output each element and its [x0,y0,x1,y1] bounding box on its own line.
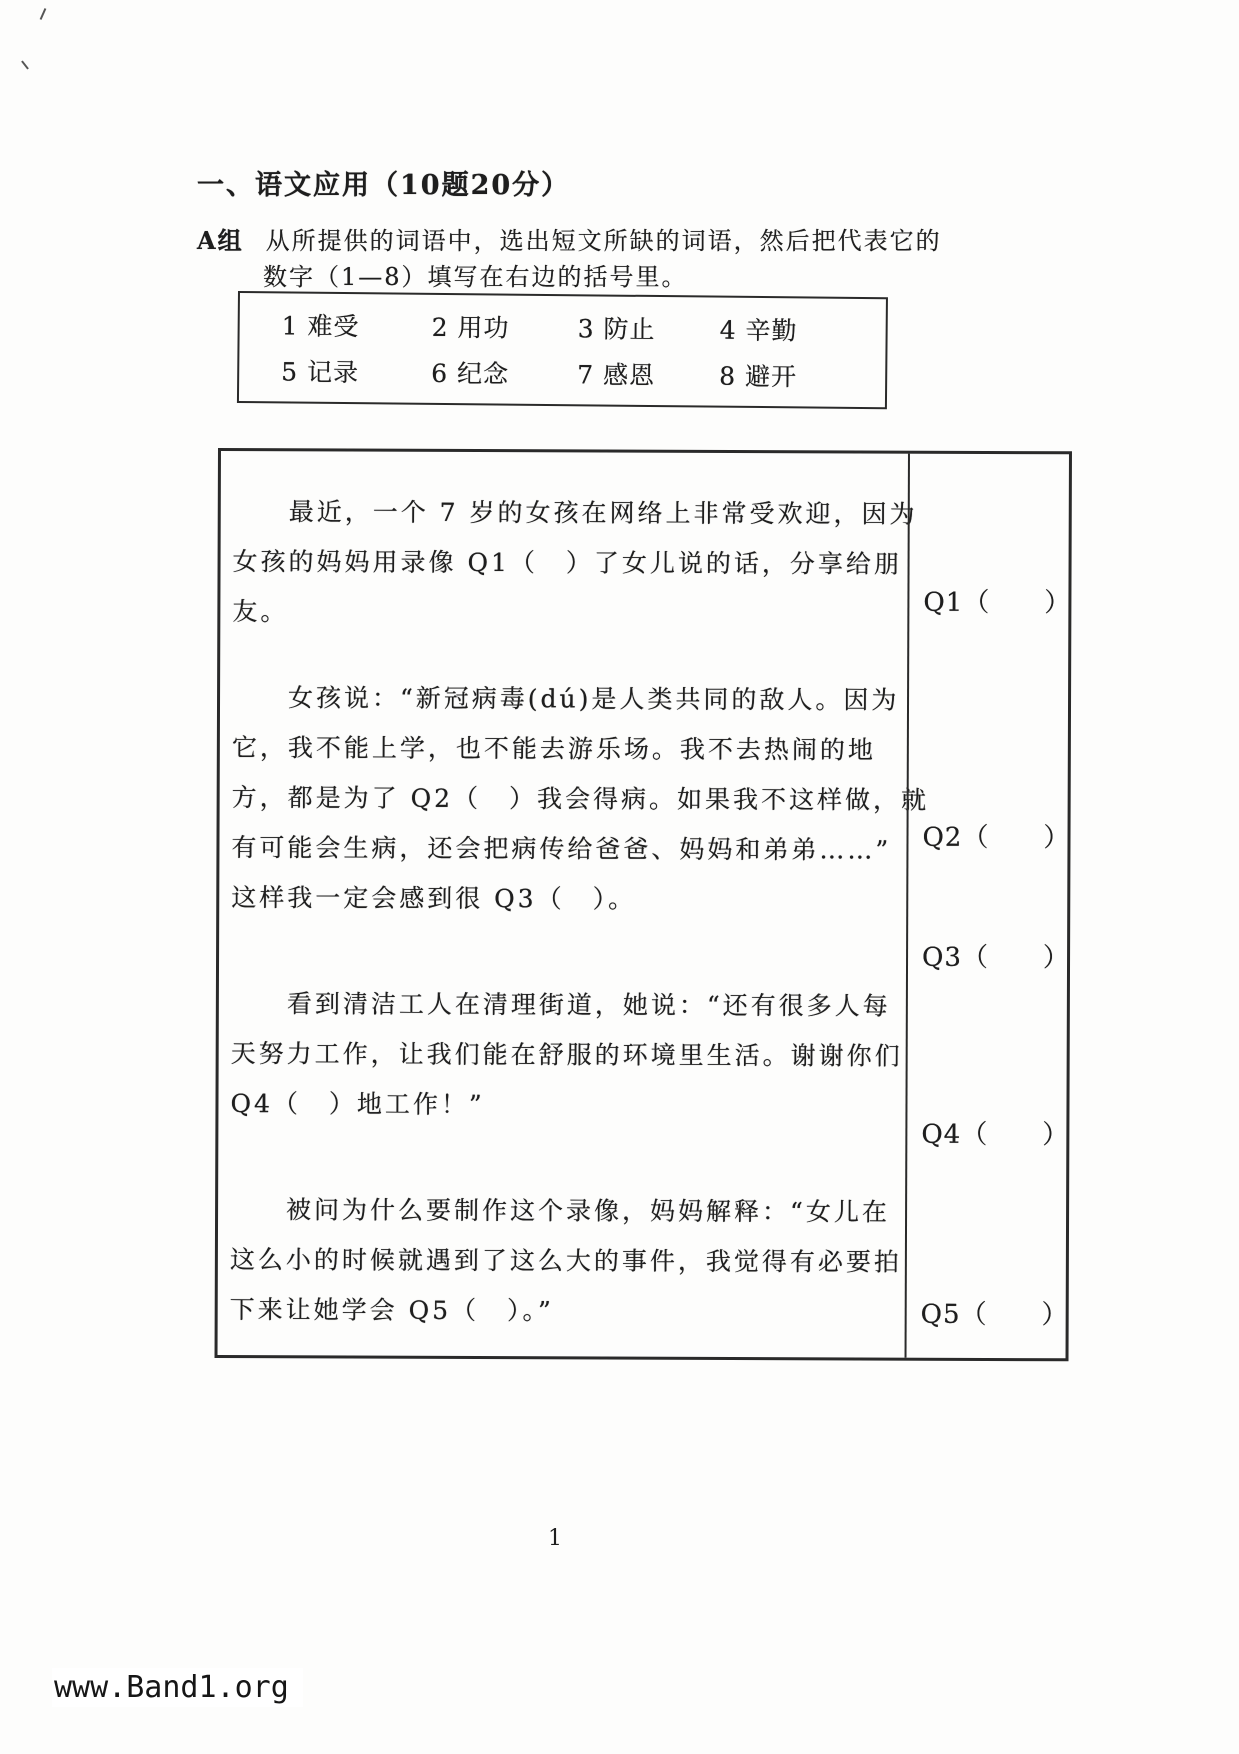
passage-line: 友。 [232,597,289,627]
answer-bracket: （ ） [962,822,1071,854]
word-bank-item: 1 难受 [281,311,360,342]
word-bank-row [281,303,885,355]
scan-artifact [21,60,29,69]
passage-paragraph [232,487,918,640]
watermark-url: www.Band1.org [52,1668,303,1707]
passage-line: 方，都是为了 Q2（ ）我会得病。如果我不这样做，就 [231,783,930,815]
answer-label: Q2 [922,822,963,853]
answer-label: Q1 [923,587,964,618]
word-bank-item: 6 纪念 [431,358,510,389]
answer-label: Q4 [921,1119,962,1150]
passage-line: 这样我一定会感到很 Q3（ ）。 [231,883,637,914]
passage-paragraph [229,1185,902,1338]
answer-bracket: （ ） [961,942,1070,974]
answer-bracket: （ ） [963,587,1072,619]
passage-line: 天努力工作，让我们能在舒服的环境里生活。谢谢你们 [230,1039,903,1071]
answer-bracket: （ ） [961,1119,1070,1151]
answer-item-q2 [922,817,1070,855]
word-bank-item: 4 辛勤 [719,315,798,346]
word-bank-item: 8 避开 [719,361,798,392]
passage-line: 女孩的妈妈用录像 Q1（ ）了女儿说的话，分享给朋 [232,547,902,579]
word-bank-item: 5 记录 [281,357,360,388]
passage-paragraph [231,673,930,926]
answer-item-q3 [922,937,1070,975]
word-bank-row [281,349,885,401]
answer-item-q4 [921,1114,1069,1152]
word-bank-item: 2 用功 [431,312,510,343]
passage-line: 这么小的时候就遇到了这么大的事件，我觉得有必要拍 [229,1245,902,1277]
section-title: 一、语文应用（10题20分） [197,170,571,201]
answer-column [905,454,1072,1359]
passage-text [218,451,930,1358]
passage-line: 看到清洁工人在清理街道，她说：“还有很多人每 [286,989,891,1021]
passage-line: 被问为什么要制作这个录像，妈妈解释：“女儿在 [286,1195,890,1227]
word-bank-box [237,291,888,409]
page-number: 1 [548,1526,562,1551]
answer-item-q5 [921,1294,1069,1332]
instruction-line-1 [197,221,942,256]
instruction-text: 从所提供的词语中，选出短文所缺的词语，然后把代表它的 [265,227,942,255]
passage-line: 最近，一个 7 岁的女孩在网络上非常受欢迎，因为 [288,497,918,529]
word-bank-item: 3 防止 [577,314,656,345]
passage-line: Q4（ ）地工作！” [230,1089,485,1120]
passage-line: 它，我不能上学，也不能去游乐场。我不去热闹的地 [231,733,876,765]
answer-bracket: （ ） [960,1299,1069,1331]
passage-line: 有可能会生病，还会把病传给爸爸、妈妈和弟弟……” [231,833,892,865]
passage-line: 下来让她学会 Q5（ ）。” [229,1295,554,1326]
word-bank-item: 7 感恩 [577,360,656,391]
passage-paragraph [230,979,903,1132]
answer-label: Q5 [920,1299,961,1330]
answer-item-q1 [923,582,1071,620]
scan-artifact [40,8,47,20]
answer-label: Q3 [921,942,962,973]
passage-line: 女孩说：“新冠病毒(dú)是人类共同的敌人。因为 [287,683,900,715]
instruction-line-2: 数字（1—8）填写在右边的括号里。 [263,263,688,291]
group-label: A组 [197,226,244,255]
passage-box [215,448,1072,1361]
